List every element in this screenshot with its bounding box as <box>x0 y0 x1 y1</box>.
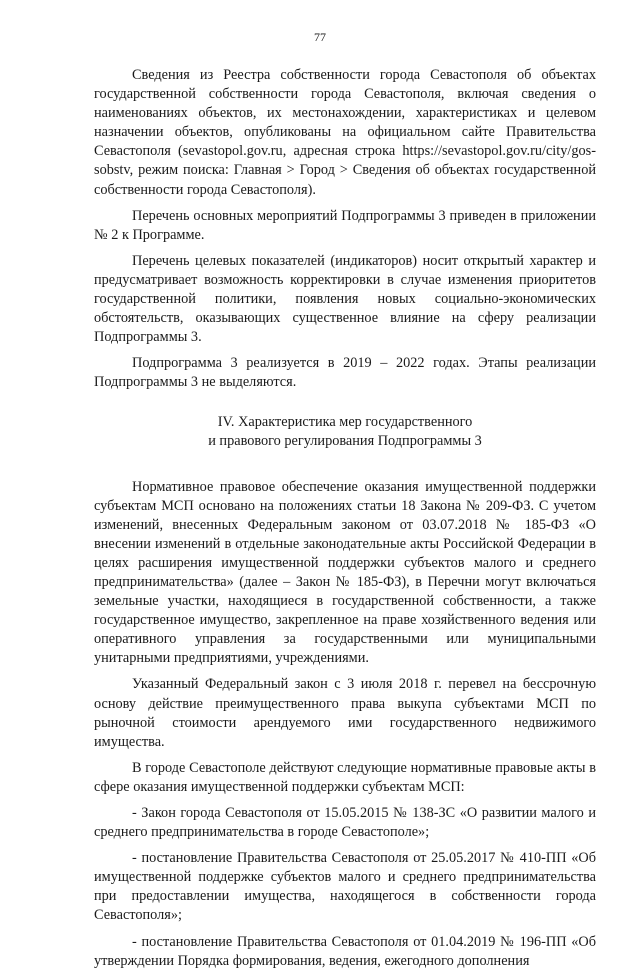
page-number: 77 <box>314 30 326 44</box>
document-body <box>94 66 596 978</box>
paragraph-acts-intro: В городе Севастополе действуют следующие нормативные правовые акты в сфере оказания имущественной поддержки субъектам МСП: <box>94 759 596 795</box>
list-item-resolution-196: - постановление Правительства Севастополя от 01.04.2019 № 196-ПП «Об утверждении Порядка формирования, ведения, ежегодного дополнения <box>94 933 596 969</box>
section-heading <box>94 413 596 451</box>
section-heading-line-2: и правового регулирования Подпрограммы 3 <box>208 432 482 449</box>
paragraph-activities-list: Перечень основных мероприятий Подпрограммы 3 приведен в приложении № 2 к Программе. <box>94 207 596 243</box>
section-heading-line-1: IV. Характеристика мер государственного <box>217 413 473 430</box>
paragraph-legal-basis: Нормативное правовое обеспечение оказания имущественной поддержки субъектам МСП основано на положениях статьи 18 Закона № 209-ФЗ. С учетом изменений, внесенных Федеральным законом от 03.07.2018 № 185-ФЗ «О внесении изменений в отдельные законодательные акты Российской Федерации в целях расширения имущественной поддержки субъектов малого и среднего предпринимательства» (далее – Закон № 185-ФЗ), в Перечни могут включаться земельные участки, находящиеся в государственной собственности, а также государственное имущество, закрепленное на праве хозяйственного ведения или оперативного управления за государственными или муниципальными унитарными предприятиями, учреждениями. <box>94 478 596 667</box>
paragraph-registry-info: Сведения из Реестра собственности города Севастополя об объектах государственной собственности города Севастополя, включая сведения о наименованиях объектов, их местонахождении, характеристиках и целевом назначении объектов, опубликованы на официальном сайте Правительства Севастополя (sevastopol.gov.ru, адресная строка https://sevastopol.gov.ru/city/gos-sobstv, режим поиска: Главная > Город > Сведения об объектах государственной собственности города Севастополя). <box>94 67 596 198</box>
paragraph-indicators-list: Перечень целевых показателей (индикаторов) носит открытый характер и предусматривает возможность корректировки в случае изменения приоритетов государственной политики, появления новых социально-экономических обстоятельств, оказывающих существенное влияние на сферу реализации Подпрограммы 3. <box>94 252 596 346</box>
list-item-law-138: - Закон города Севастополя от 15.05.2015 № 138-ЗС «О развитии малого и среднего предпринимательства в городе Севастополе»; <box>94 805 596 841</box>
paragraph-federal-law: Указанный Федеральный закон с 3 июля 2018 г. перевел на бессрочную основу действие преимущественного права выкупа субъектами МСП по рыночной стоимости арендуемого ими государственного недвижимого имущества. <box>94 676 596 750</box>
paragraph-implementation-period: Подпрограмма 3 реализуется в 2019 – 2022 годах. Этапы реализации Подпрограммы 3 не выделяются. <box>94 355 596 391</box>
list-item-resolution-410: - постановление Правительства Севастополя от 25.05.2017 № 410-ПП «Об имущественной поддержке субъектов малого и среднего предпринимательства при предоставлении имущества, находящегося в собственности города Севастополя»; <box>94 850 596 924</box>
